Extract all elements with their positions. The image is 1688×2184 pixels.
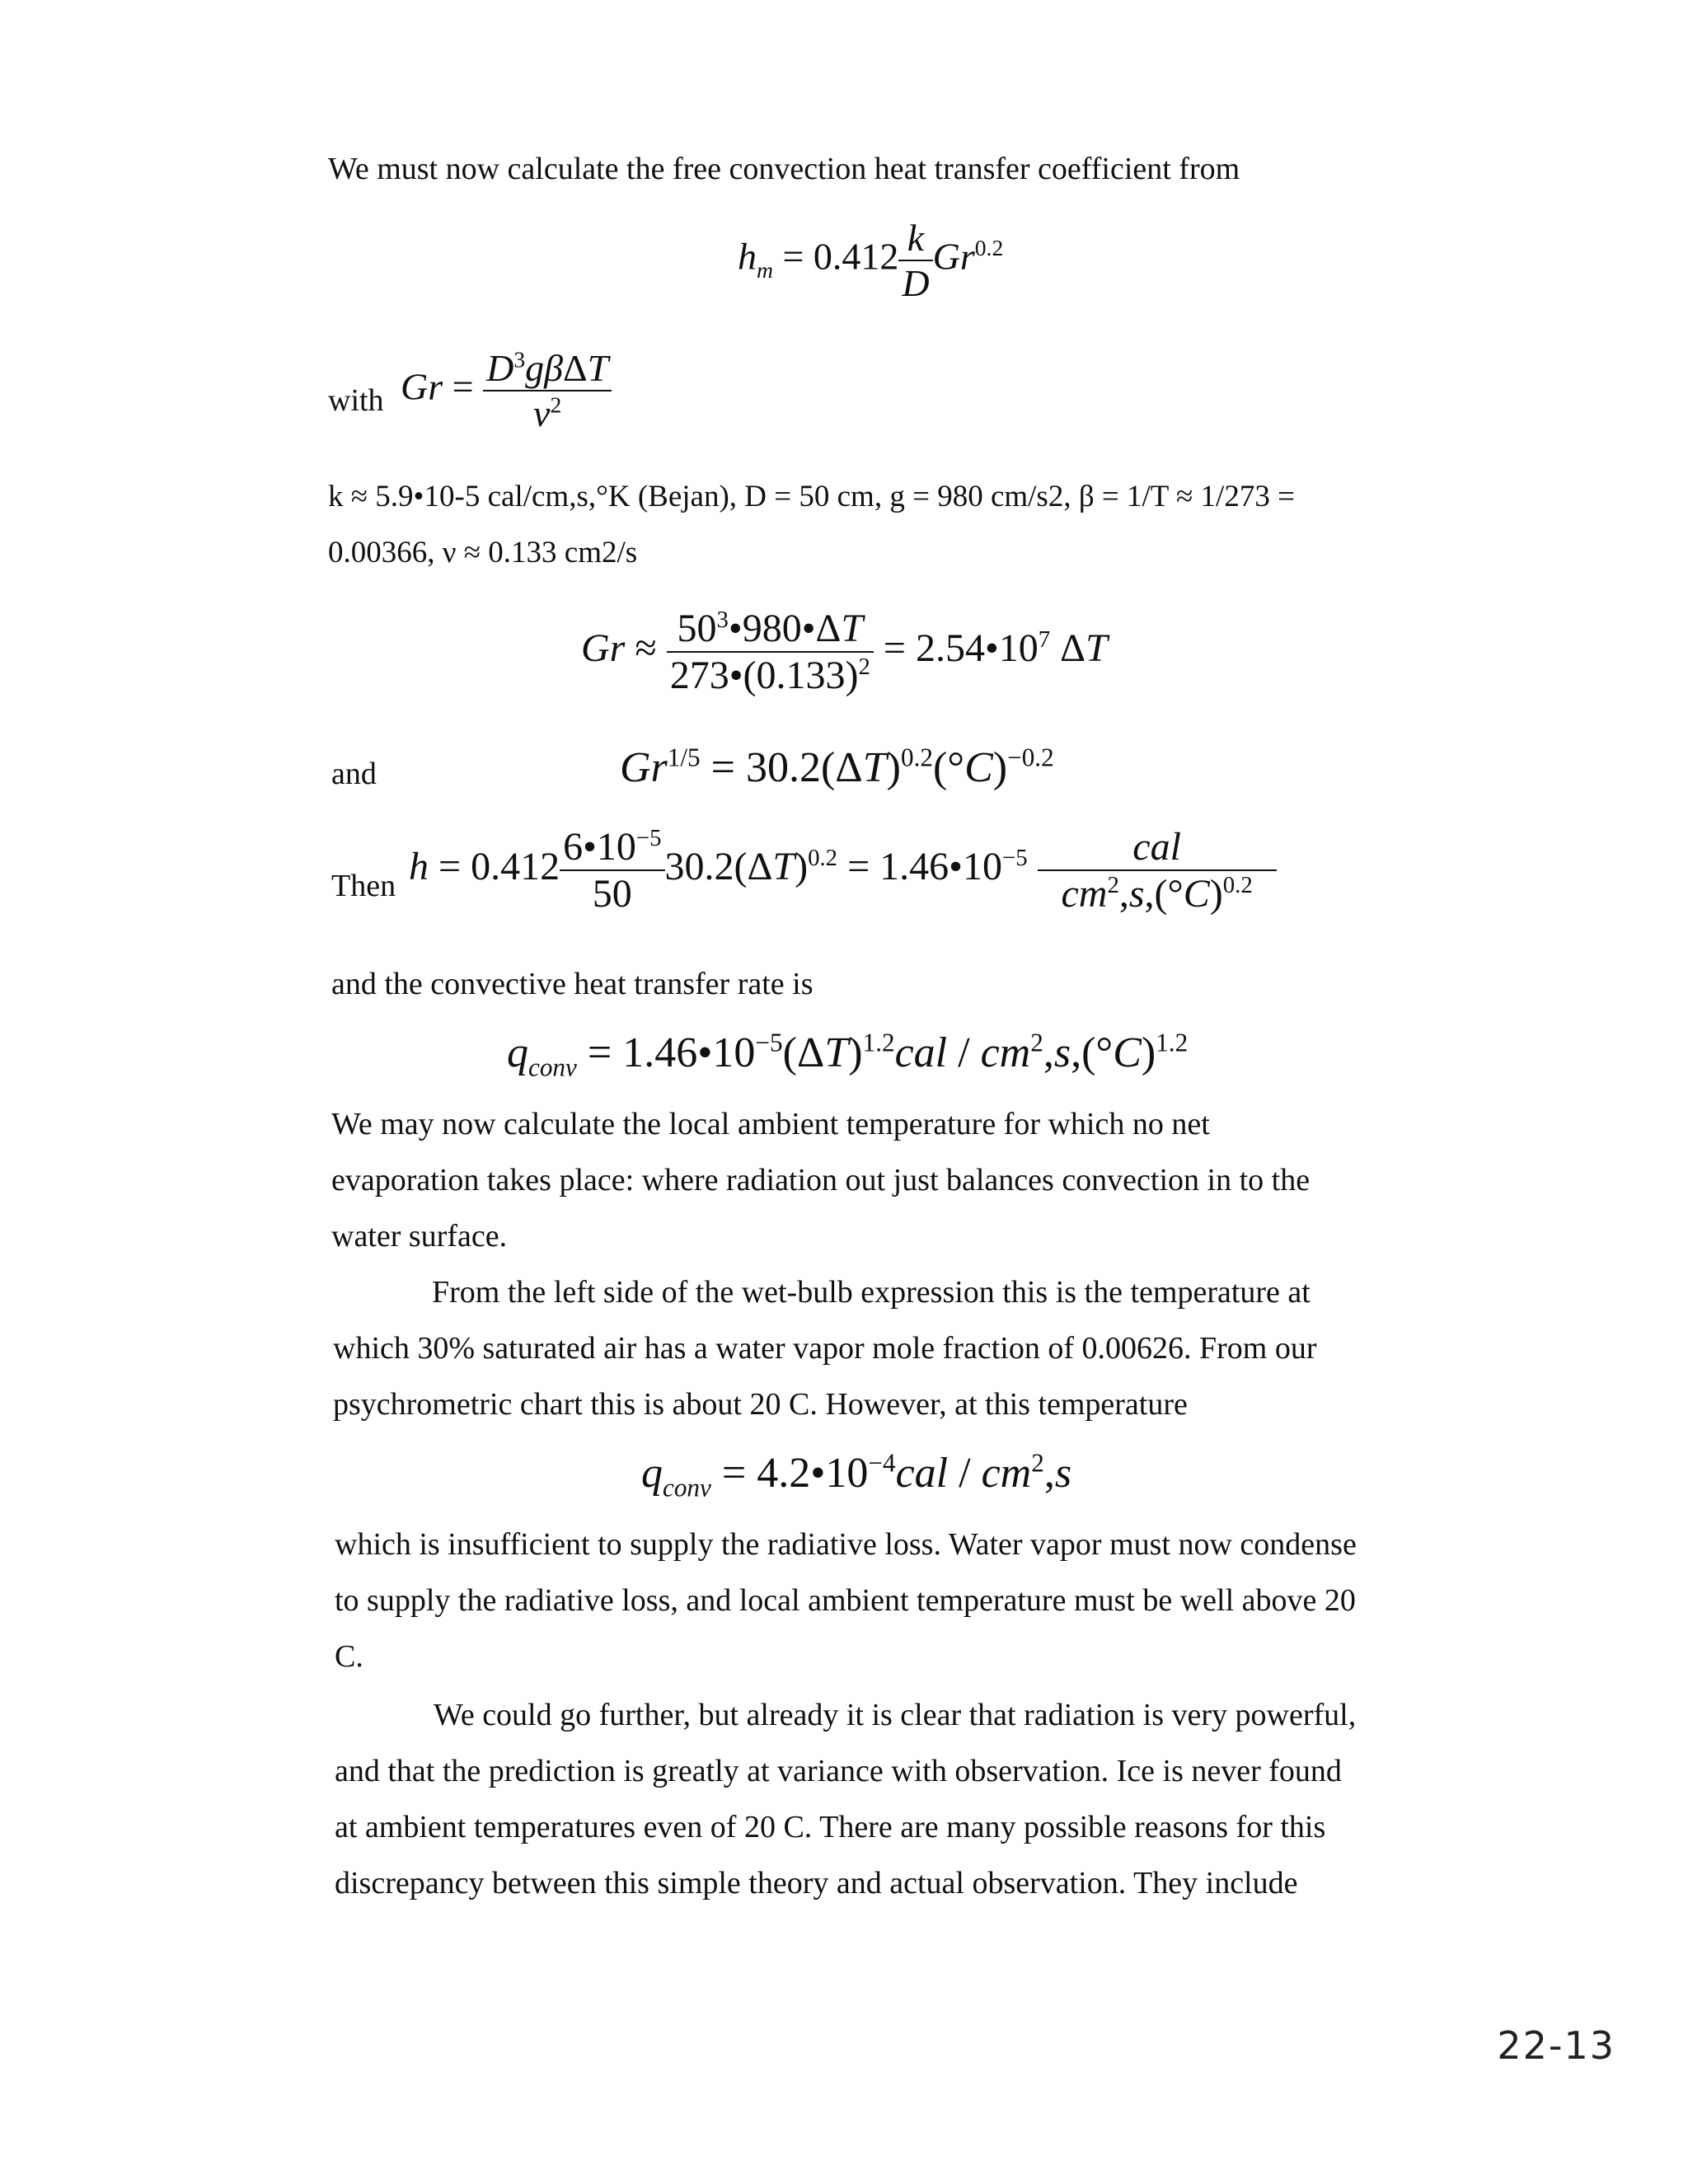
equation-q-conv-20c: $q_{conv}$ = $4.2•10^{-4}cal / cm^2,s$ <box>641 1448 1072 1502</box>
equation-grashof-definition: Gr = $\frac{D^3g\beta\Delta T}{\nu^2}$ <box>401 346 612 435</box>
paragraph-2-line-2: evaporation takes place: where radiation out just balances convection in to the <box>331 1163 1311 1197</box>
rate-intro-text: and the convective heat transfer rate is <box>331 967 814 1001</box>
paragraph-2-line-3: water surface. <box>331 1219 508 1254</box>
paragraph-3-line-3: psychrometric chart this is about 20 C. However, at this temperature <box>333 1387 1188 1422</box>
constants-line-2: 0.00366, ν ≈ 0.133 cm2/s <box>328 536 638 569</box>
paragraph-4-line-1: which is insufficient to supply the radiative loss. Water vapor must now condense <box>335 1527 1357 1562</box>
page-number: 22-13 <box>1497 2023 1615 2068</box>
paragraph-4-line-2: to supply the radiative loss, and local ambient temperature must be well above 20 <box>335 1583 1356 1618</box>
equation-grashof-fifth-root: $Gr^{1/5} = 30.2(\Delta T)^{0.2}(^\circ C)^{-0.2}$ <box>620 743 1054 791</box>
paragraph-5-line-3: at ambient temperatures even of 20 C. There are many possible reasons for this <box>335 1810 1326 1844</box>
constants-line-1: k ≈ 5.9•10-5 cal/cm,s,°K (Bejan), D = 50 cm, g = 980 cm/s2, β = 1/T ≈ 1/273 = <box>328 480 1295 513</box>
paragraph-3-line-2: which 30% saturated air has a water vapor mole fraction of 0.00626. From our <box>333 1331 1317 1366</box>
equation-grashof-approx: Gr ≈ $\frac{50^3•980•\Delta T}{273•(0.133)^2}$ = $2.54•10^7$ ΔT <box>581 607 1108 697</box>
paragraph-2-line-1: We may now calculate the local ambient temperature for which no net <box>331 1107 1210 1141</box>
paragraph-5-line-1: We could go further, but already it is clear that radiation is very powerful, <box>434 1698 1357 1732</box>
equation-h-value: h = 0.412 $\frac{6•10^{-5}}{50}$ $30.2(\Delta T)^{0.2}$ = $1.46•10^{-5}$ $\frac{\text{cal}}{cm^2,s,(^\circ C)^{0.2}}$ <box>409 824 1277 916</box>
equation-hm: $h_m = 0.412$ $\frac{k}{D}$ $Gr^{0.2}$ <box>738 217 1004 304</box>
paragraph-3-line-1: From the left side of the wet-bulb expression this is the temperature at <box>432 1275 1311 1310</box>
intro-text: We must now calculate the free convection heat transfer coefficient from <box>328 152 1240 186</box>
and-label: and <box>331 757 377 791</box>
with-label: with <box>328 383 384 418</box>
paragraph-5-line-2: and that the prediction is greatly at variance with observation. Ice is never found <box>335 1754 1342 1788</box>
paragraph-5-line-4: discrepancy between this simple theory and actual observation. They include <box>335 1866 1298 1900</box>
then-label: Then <box>331 869 396 903</box>
equation-q-conv: $q_{conv}$ = $1.46•10^{-5}(\Delta T)^{1.2}cal / cm^2,s,(^\circ C)^{1.2}$ <box>507 1028 1189 1082</box>
paragraph-4-line-3: C. <box>335 1639 363 1674</box>
